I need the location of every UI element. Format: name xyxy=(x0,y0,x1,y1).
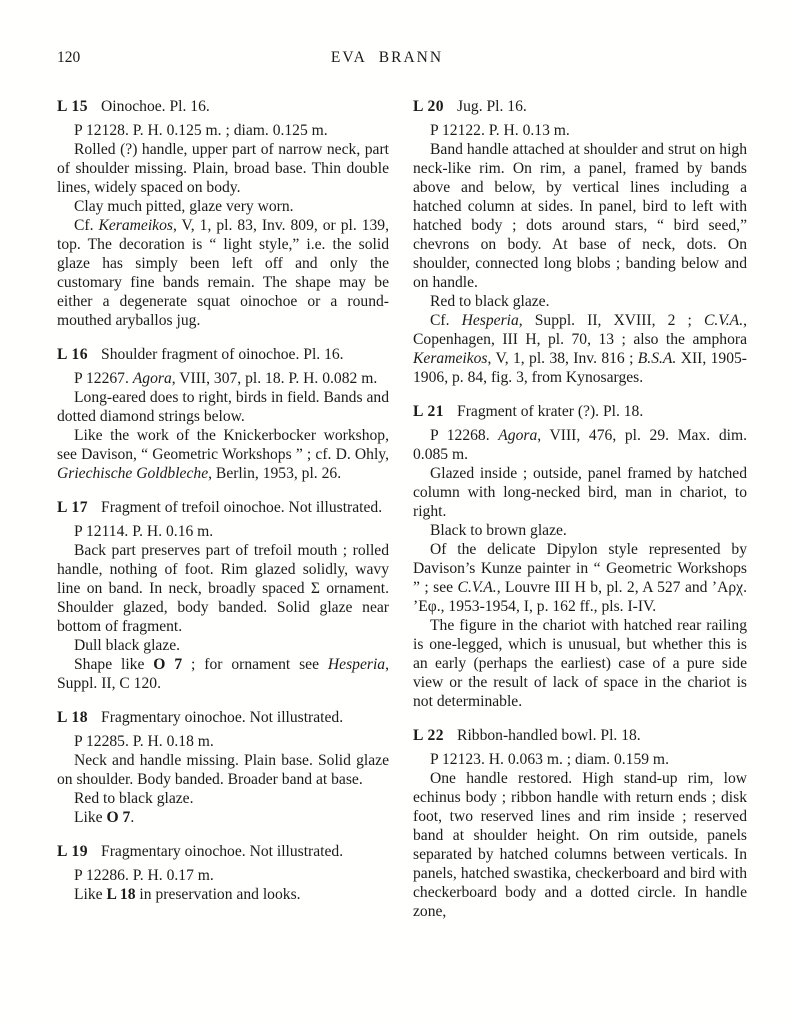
text-run: ; for ornament see xyxy=(182,656,328,673)
text-run: The figure in the chariot with hatched rear railing is one-legged, which is unusual, but whether this is an early (perhaps the earliest) case of a pure side view or the result of lack of space in the chariot is not determinable. xyxy=(413,617,747,710)
paragraph xyxy=(413,311,747,387)
entry-heading xyxy=(413,402,747,421)
entry-number: L 19 xyxy=(57,843,89,860)
entry-title: Fragment of trefoil oinochoe. Not illustrated. xyxy=(101,499,383,516)
paragraph xyxy=(413,750,747,769)
paragraph xyxy=(57,426,389,483)
entry-title: Jug. Pl. 16. xyxy=(457,98,527,115)
catalog-entry xyxy=(413,97,747,387)
paragraph xyxy=(57,789,389,808)
paragraph xyxy=(413,540,747,616)
text-run: Dull black glaze. xyxy=(74,637,181,654)
text-run: O 7 xyxy=(153,656,183,673)
entry-number: L 16 xyxy=(57,346,89,363)
entry-heading xyxy=(413,726,747,745)
paragraph xyxy=(57,388,389,426)
text-run: L 18 xyxy=(106,886,136,903)
paragraph xyxy=(57,522,389,541)
text-run: , V, 1, pl. 38, Inv. 816 ; xyxy=(487,350,638,367)
text-run: Rolled (?) handle, upper part of narrow neck, part of shoulder missing. Plain, broad base. Thin double lines, widely spaced on body. xyxy=(57,141,389,196)
paragraph xyxy=(57,140,389,197)
text-run: Back part preserves part of trefoil mouth ; rolled handle, nothing of foot. Rim glazed solidly, wavy line on band. In neck, broadly spaced Σ ornament. Shoulder glazed, body banded. Solid glaze near bottom of fragment. xyxy=(57,542,389,635)
text-run: P 12268. xyxy=(430,427,499,444)
text-run: P 12123. H. 0.063 m. ; diam. 0.159 m. xyxy=(430,751,669,768)
text-run: Cf. xyxy=(430,312,462,329)
paragraph xyxy=(57,808,389,827)
text-run: Agora xyxy=(132,370,172,387)
text-run: , Louvre III H b, pl. 2, A 527 and ’Αρχ. ’Εφ., 1953-1954, I, p. 162 ff., pls. I-IV. xyxy=(413,579,747,615)
entry-heading xyxy=(57,708,389,727)
entry-title: Fragmentary oinochoe. Not illustrated. xyxy=(101,843,344,860)
entry-heading xyxy=(57,97,389,116)
text-run: Like xyxy=(74,809,107,826)
entry-title: Shoulder fragment of oinochoe. Pl. 16. xyxy=(101,346,344,363)
text-run: Clay much pitted, glaze very worn. xyxy=(74,198,294,215)
paragraph xyxy=(57,369,389,388)
paragraph xyxy=(57,636,389,655)
entry-number: L 17 xyxy=(57,499,89,516)
text-run: One handle restored. High stand-up rim, low echinus body ; ribbon handle with return ends ; disk foot, two reserved lines and rim inside ; reserved band at shoulder height. On rim outside, panels separated by hatched columns between verticals. In panels, hatched swastika, checkerboard and bird with checkerboard body and a dotted circle. In handle zone, xyxy=(413,770,747,920)
entry-heading xyxy=(57,498,389,517)
text-run: P 12267. xyxy=(74,370,133,387)
entry-number: L 20 xyxy=(413,98,445,115)
text-run: , Berlin, 1953, pl. 26. xyxy=(208,465,342,482)
entry-title: Oinochoe. Pl. 16. xyxy=(101,98,210,115)
text-run: Hesperia xyxy=(327,656,386,673)
text-run: Long-eared does to right, birds in field. Bands and dotted diamond strings below. xyxy=(57,389,389,425)
left-column xyxy=(57,97,389,936)
paragraph xyxy=(413,464,747,521)
text-run: P 12128. P. H. 0.125 m. ; diam. 0.125 m. xyxy=(74,122,328,139)
paragraph xyxy=(57,121,389,140)
text-run: C.V.A. xyxy=(457,579,497,596)
entry-heading xyxy=(57,345,389,364)
paragraph xyxy=(413,769,747,921)
text-run: Cf. xyxy=(74,217,99,234)
catalog-entry xyxy=(413,726,747,921)
right-column xyxy=(413,97,747,936)
text-run: Shape like xyxy=(74,656,154,673)
text-run: Of the delicate Dipylon style represented by Davison’s Kunze painter in “ Geometric Workshops ” ; see xyxy=(413,541,747,596)
text-run: Kerameikos xyxy=(413,350,488,367)
text-run: P 12285. P. H. 0.18 m. xyxy=(74,733,214,750)
text-run: , VIII, 307, pl. 18. P. H. 0.082 m. xyxy=(171,370,378,387)
text-run: P 12114. P. H. 0.16 m. xyxy=(74,523,214,540)
catalog-entry xyxy=(57,842,389,904)
paragraph xyxy=(57,866,389,885)
text-run: XII, 1905-1906, p. 84, fig. 3, from Kynosarges. xyxy=(413,350,747,386)
page-header xyxy=(57,48,747,68)
entry-number: L 18 xyxy=(57,709,89,726)
running-head: EVA BRANN xyxy=(330,49,444,66)
text-run: . xyxy=(130,809,135,826)
paragraph xyxy=(57,885,389,904)
catalog-entry xyxy=(57,708,389,827)
paragraph xyxy=(57,216,389,330)
text-run: , Copenhagen, III H, pl. 70, 13 ; also the amphora xyxy=(413,312,748,348)
entry-number: L 15 xyxy=(57,98,89,115)
entry-heading xyxy=(413,97,747,116)
paragraph xyxy=(57,751,389,789)
paragraph xyxy=(57,541,389,636)
text-run: Black to brown glaze. xyxy=(430,522,567,539)
paragraph xyxy=(57,732,389,751)
text-run: Band handle attached at shoulder and strut on high neck-like rim. On rim, a panel, framed by bands above and below, by vertical lines including a hatched column at sides. In panel, bird to left with hatched body ; dots around stars, “ bird seed,” chevrons on body. At base of neck, dots. On shoulder, connected long blobs ; banding below and on handle. xyxy=(413,141,747,291)
text-run: in preservation and looks. xyxy=(135,886,301,903)
text-run: P 12122. P. H. 0.13 m. xyxy=(430,122,570,139)
text-run: Red to black glaze. xyxy=(430,293,550,310)
paragraph xyxy=(57,655,389,693)
paragraph xyxy=(413,426,747,464)
paragraph xyxy=(413,140,747,292)
text-run: Like xyxy=(74,886,107,903)
entry-title: Fragment of krater (?). Pl. 18. xyxy=(457,403,644,420)
text-run: Agora xyxy=(498,427,538,444)
text-run: O 7 xyxy=(106,809,131,826)
paragraph xyxy=(413,616,747,711)
entry-heading xyxy=(57,842,389,861)
page-number: 120 xyxy=(57,49,81,66)
catalog-entry xyxy=(57,498,389,693)
entry-number: L 22 xyxy=(413,727,445,744)
text-run: , Suppl. II, C 120. xyxy=(57,656,389,692)
text-run: Hesperia xyxy=(461,312,519,329)
text-run: Red to black glaze. xyxy=(74,790,194,807)
text-run: Like the work of the Knickerbocker workshop, see Davison, “ Geometric Workshops ” ; cf. D. Ohly, xyxy=(57,427,389,463)
paragraph xyxy=(413,292,747,311)
entry-title: Fragmentary oinochoe. Not illustrated. xyxy=(101,709,344,726)
text-run: Glazed inside ; outside, panel framed by hatched column with long-necked bird, man in chariot, to right. xyxy=(413,465,747,520)
entry-number: L 21 xyxy=(413,403,445,420)
text-run: Griechische Goldbleche xyxy=(57,465,209,482)
text-run: C.V.A. xyxy=(703,312,744,329)
text-run: , V, 1, pl. 83, Inv. 809, or pl. 139, top. The decoration is “ light style,” i.e. the solid glaze has simply been left off and only the customary fine bands remain. The shape may be either a degenerate squat oinochoe or a round-mouthed aryballos jug. xyxy=(57,217,389,329)
catalog-entry xyxy=(413,402,747,711)
text-run: , Suppl. II, XVIII, 2 ; xyxy=(518,312,704,329)
text-run: , VIII, 476, pl. 29. Max. dim. 0.085 m. xyxy=(413,427,747,463)
entry-title: Ribbon-handled bowl. Pl. 18. xyxy=(457,727,641,744)
text-run: P 12286. P. H. 0.17 m. xyxy=(74,867,214,884)
text-columns xyxy=(57,97,747,936)
paragraph xyxy=(413,121,747,140)
catalog-entry xyxy=(57,97,389,330)
catalog-entry xyxy=(57,345,389,483)
text-run: B.S.A. xyxy=(637,350,677,367)
text-run: Neck and handle missing. Plain base. Solid glaze on shoulder. Body banded. Broader band at base. xyxy=(57,752,389,788)
paragraph xyxy=(413,521,747,540)
paragraph xyxy=(57,197,389,216)
text-run: Kerameikos xyxy=(98,217,173,234)
